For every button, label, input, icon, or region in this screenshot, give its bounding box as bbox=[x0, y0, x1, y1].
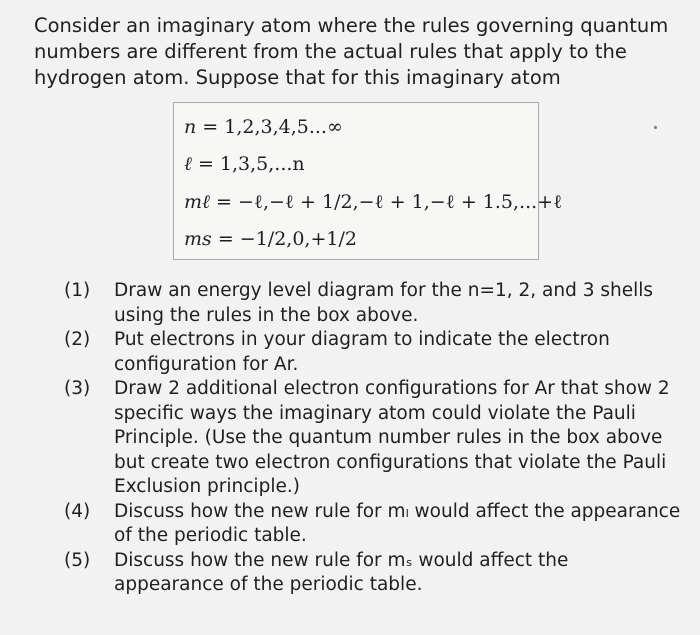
question-number: (4) bbox=[64, 500, 91, 522]
rule-n-symbol: n bbox=[184, 116, 197, 138]
question-list bbox=[64, 279, 684, 598]
rule-ms bbox=[184, 228, 357, 250]
rule-ms-symbol: ms bbox=[184, 228, 212, 250]
rule-ms-equals: = bbox=[211, 228, 240, 250]
question-text: Discuss how the new rule for mₛ would affect the appearance of the periodic table. bbox=[114, 549, 569, 595]
rule-n bbox=[184, 116, 343, 138]
intro-paragraph: Consider an imaginary atom where the rules governing quantum numbers are different from the actual rules that apply to the hydrogen atom. Suppose that for this imaginary atom bbox=[34, 14, 669, 89]
question-text: Draw an energy level diagram for the n=1, 2, and 3 shells using the rules in the box above. bbox=[114, 280, 654, 326]
question-item bbox=[64, 279, 684, 328]
rule-l-symbol: ℓ bbox=[184, 153, 192, 175]
question-number: (2) bbox=[64, 329, 91, 350]
quantum-number-rules-box bbox=[173, 102, 563, 260]
rule-ml-symbol: mℓ bbox=[184, 191, 210, 213]
question-text: Draw 2 additional electron configurations for Ar that show 2 specific ways the imaginary atom could violate the Pauli Principle. (Use the quantum number rules in the box above but create two electron configurations that violate the Pauli Exclusion principle.) bbox=[114, 378, 670, 497]
rule-ml bbox=[184, 191, 562, 214]
question-number: (3) bbox=[64, 378, 91, 399]
rule-l-values: 1,3,5,...n bbox=[219, 153, 305, 175]
question-number: (5) bbox=[64, 549, 91, 571]
question-item bbox=[64, 500, 684, 549]
question-item bbox=[64, 377, 684, 500]
rule-n-equals: = bbox=[196, 116, 225, 138]
rule-ms-values: −1/2,0,+1/2 bbox=[239, 228, 357, 250]
rule-n-values: 1,2,3,4,5...∞ bbox=[224, 116, 343, 138]
stray-dot bbox=[654, 126, 657, 129]
rule-ml-values: −ℓ,−ℓ + 1/2,−ℓ + 1,−ℓ + 1.5,...+ℓ bbox=[237, 191, 563, 213]
question-item bbox=[64, 549, 684, 598]
rule-l bbox=[184, 153, 305, 176]
question-text: Discuss how the new rule for mₗ would affect the appearance of the periodic table. bbox=[114, 500, 681, 546]
question-number: (1) bbox=[64, 280, 91, 301]
rule-ml-equals: = bbox=[209, 191, 238, 213]
rule-l-equals: = bbox=[191, 153, 220, 175]
question-text: Put electrons in your diagram to indicate the electron configuration for Ar. bbox=[114, 329, 610, 375]
question-item bbox=[64, 328, 684, 377]
